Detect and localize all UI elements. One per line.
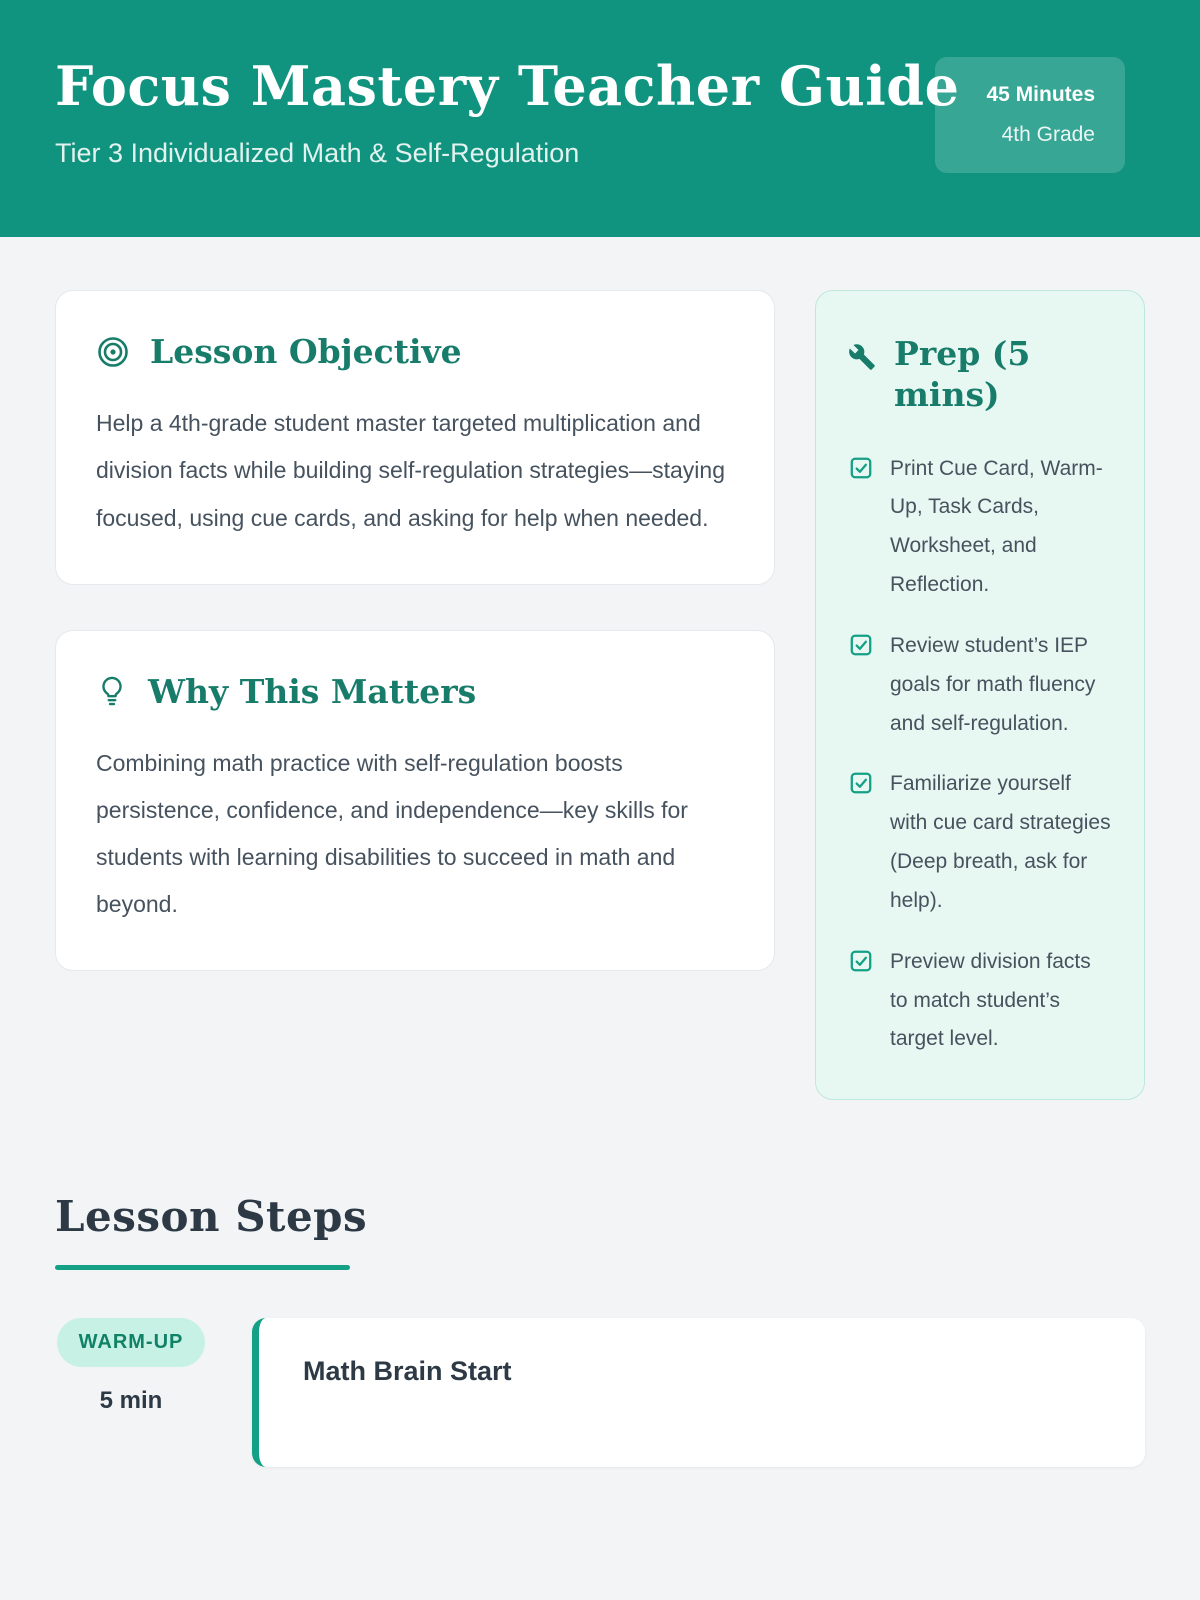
prep-item bbox=[848, 765, 1114, 920]
step-phase-badge: WARM-UP bbox=[57, 1318, 206, 1367]
why-this-matters-card bbox=[55, 630, 775, 972]
why-this-matters-heading: Why This Matters bbox=[148, 671, 477, 711]
prep-card bbox=[815, 290, 1145, 1100]
prep-item-text: Familiarize yourself with cue card strategies (Deep breath, ask for help). bbox=[890, 772, 1111, 912]
prep-item bbox=[848, 450, 1114, 605]
lesson-objective-card bbox=[55, 290, 775, 585]
checkbox-icon bbox=[848, 632, 874, 658]
prep-item bbox=[848, 627, 1114, 744]
why-this-matters-text: Combining math practice with self-regulation boosts persistence, confidence, and independence—key skills for students with learning disabilities to succeed in math and beyond. bbox=[96, 749, 688, 918]
duration-label: 45 Minutes bbox=[986, 83, 1095, 106]
checkbox-icon bbox=[848, 770, 874, 796]
step-duration: 5 min bbox=[99, 1387, 163, 1415]
step-title: Math Brain Start bbox=[303, 1356, 512, 1387]
checkbox-icon bbox=[848, 455, 874, 481]
prep-item-text: Preview division facts to match student’s target level. bbox=[890, 949, 1091, 1051]
step-card bbox=[252, 1318, 1145, 1467]
why-this-matters-header bbox=[96, 671, 734, 712]
lightbulb-icon bbox=[96, 674, 128, 708]
lesson-step-row bbox=[55, 1318, 1145, 1467]
page-title: Focus Mastery Teacher Guide bbox=[55, 54, 960, 118]
grade-label: 4th Grade bbox=[1001, 123, 1095, 146]
lesson-steps-section bbox=[55, 1192, 1145, 1467]
prep-checklist bbox=[848, 450, 1114, 1060]
main-content bbox=[55, 290, 1145, 1100]
prep-item bbox=[848, 943, 1114, 1060]
lesson-objective-heading: Lesson Objective bbox=[150, 332, 462, 371]
header bbox=[0, 0, 1200, 237]
step-meta bbox=[55, 1318, 207, 1415]
duration-grade-badge bbox=[935, 57, 1125, 173]
heading-underline bbox=[55, 1265, 350, 1270]
left-column bbox=[55, 290, 775, 971]
target-icon bbox=[96, 335, 130, 369]
page-subtitle: Tier 3 Individualized Math & Self-Regulation bbox=[55, 138, 580, 168]
checkbox-icon bbox=[848, 948, 874, 974]
wrench-icon bbox=[848, 343, 876, 371]
lesson-objective-text: Help a 4th-grade student master targeted multiplication and division facts while building self-regulation strategies—staying focused, using cue cards, and asking for help when needed. bbox=[96, 410, 725, 531]
lesson-steps-heading: Lesson Steps bbox=[55, 1192, 368, 1242]
prep-item-text: Print Cue Card, Warm-Up, Task Cards, Worksheet, and Reflection. bbox=[890, 456, 1103, 597]
lesson-objective-header bbox=[96, 331, 734, 372]
prep-item-text: Review student’s IEP goals for math fluency and self-regulation. bbox=[890, 633, 1096, 735]
prep-heading: Prep (5 mins) bbox=[894, 334, 1031, 415]
prep-header bbox=[848, 333, 1114, 416]
